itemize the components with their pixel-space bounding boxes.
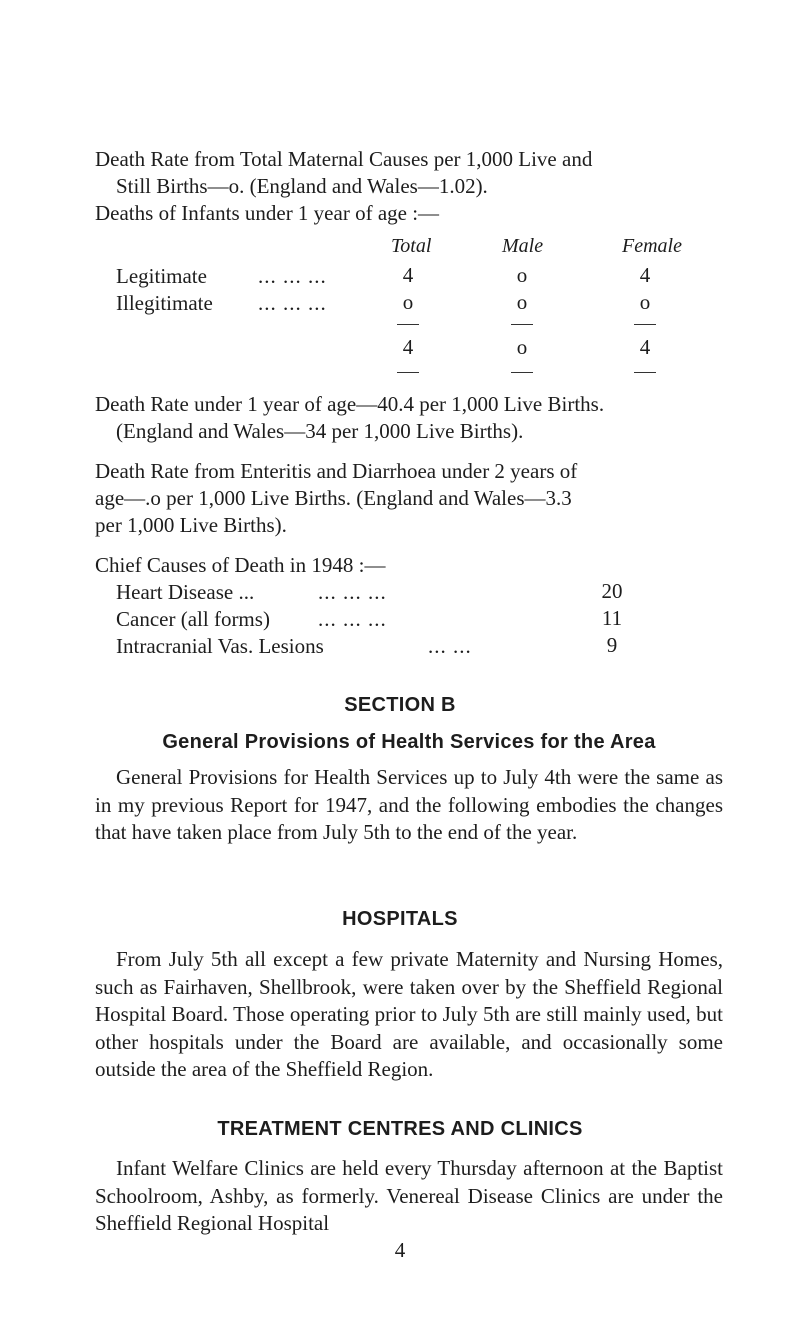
enteritis-line1: Death Rate from Enteritis and Diarrhoea under 2 years of [95,459,578,483]
treatment-title: TREATMENT CENTRES AND CLINICS [217,1118,583,1140]
hospitals-title: HOSPITALS [342,908,458,930]
rule-total-bottom [397,372,419,373]
header-female: Female [622,235,682,257]
row-legitimate-female: 4 [639,263,651,287]
row-illegitimate-male: o [516,290,528,314]
infants-intro: Deaths of Infants under 1 year of age :— [95,201,440,225]
under1-rate-line2: (England and Wales—34 per 1,000 Live Births). [116,419,524,443]
cause-heart-label: Heart Disease ... [116,580,255,604]
row-illegitimate-dots: ... ... ... [258,291,327,315]
rule-female-bottom [634,372,656,373]
cause-heart-dots: ... ... ... [318,580,387,604]
header-total: Total [391,235,432,257]
cause-heart-value: 20 [601,579,623,603]
treatment-paragraph: Infant Welfare Clinics are held every Thursday afternoon at the Baptist Schoolroom, Ashby, as formerly. Venereal Disease Clinics are under the Sheffield Regional Hospital [95,1156,723,1235]
row-legitimate-total: 4 [402,263,414,287]
hospitals-paragraph: From July 5th all except a few private Maternity and Nursing Homes, such as Fairhaven, Shellbrook, were taken over by the Sheffield Regional Hospital Board. Those operating prior to July 5th are still mainly used, but other hospitals under the Board are available, and occasionally some outside the area of the Sheffield Region. [95,947,723,1081]
totals-female: 4 [639,335,651,359]
rule-male-bottom [511,372,533,373]
totals-total: 4 [402,335,414,359]
section-b-paragraph: General Provisions for Health Services up to July 4th were the same as in my previous Report for 1947, and the following embodies the changes that have taken place from July 5th to the end of the year. [95,765,723,844]
row-illegitimate-label: Illegitimate [116,291,213,315]
row-illegitimate-female: o [639,290,651,314]
row-legitimate-label: Legitimate [116,264,207,288]
cause-intracranial-value: 9 [606,633,618,657]
rule-male-top [511,324,533,325]
under1-rate-line1: Death Rate under 1 year of age—40.4 per 1,000 Live Births. [95,392,605,416]
maternal-rate-line1: Death Rate from Total Maternal Causes per 1,000 Live and [95,147,593,171]
rule-total-top [397,324,419,325]
page-number: 4 [394,1238,406,1262]
enteritis-line3: per 1,000 Live Births). [95,513,287,537]
section-b-subtitle: General Provisions of Health Services for the Area [162,731,656,753]
rule-female-top [634,324,656,325]
causes-title: Chief Causes of Death in 1948 :— [95,553,386,577]
cause-cancer-value: 11 [601,606,623,630]
row-legitimate-dots: ... ... ... [258,264,327,288]
enteritis-line2: age—.o per 1,000 Live Births. (England and Wales—3.3 [95,486,572,510]
header-male: Male [502,235,544,257]
row-illegitimate-total: o [402,290,414,314]
section-b-title: SECTION B [344,694,456,716]
cause-intracranial-label: Intracranial Vas. Lesions [116,634,324,658]
cause-cancer-label: Cancer (all forms) [116,607,270,631]
cause-cancer-dots: ... ... ... [318,607,387,631]
totals-male: o [516,335,528,359]
row-legitimate-male: o [516,263,528,287]
maternal-rate-line2: Still Births—o. (England and Wales—1.02). [116,174,488,198]
cause-intracranial-dots: ... ... [428,634,472,658]
